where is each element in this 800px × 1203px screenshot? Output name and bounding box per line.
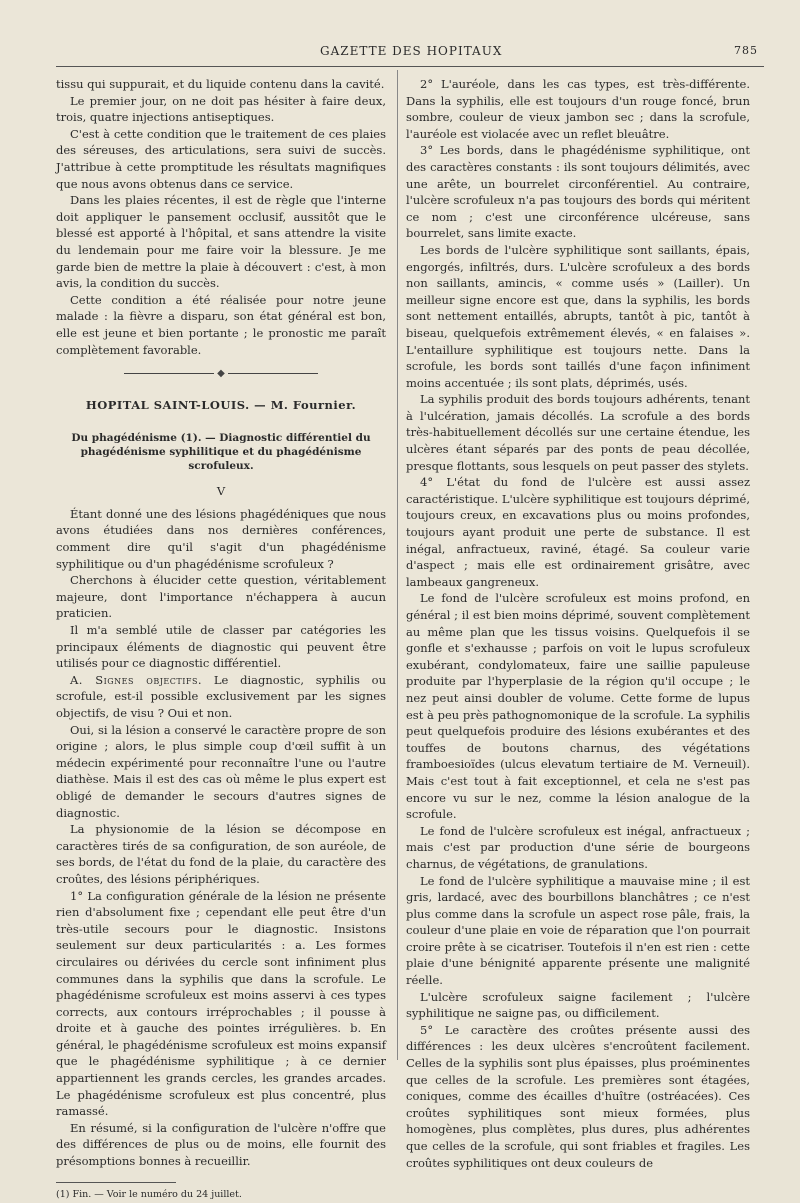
- paragraph: La syphilis produit des bords toujours adhérents, tenant à l'ulcération, jamais décollés. La scrofule a des bords très-habituellement décollés sur une certaine étendue, les ulcères étant séparés par des ponts de peau décollée, presque flottants, sous lesquels on peut passer des stylets.: [406, 392, 750, 473]
- page-number: 785: [734, 44, 758, 57]
- paragraph: L'ulcère scrofuleux saigne facilement ; l'ulcère syphilitique ne saigne pas, ou difficilement.: [406, 989, 750, 1021]
- paragraph-text: Le diagnostic, syphilis ou scrofule, est-il possible exclusivement par les signes objectifs, de visu ? Oui et non.: [56, 672, 386, 720]
- paragraph: La physionomie de la lésion se décompose en caractères tirés de sa configuration, de son auréole, de ses bords, de l'état du fond de la plaie, du caractère des croûtes, des lésions périphériques.: [56, 822, 386, 886]
- paragraph: tissu qui suppurait, et du liquide contenu dans la cavité.: [56, 77, 385, 91]
- column-divider: [397, 70, 398, 1060]
- footnote: (1) Fin. — Voir le numéro du 24 juillet.: [56, 1188, 242, 1200]
- paragraph: Le premier jour, on ne doit pas hésiter à faire deux, trois, quatre injections antiseptiques.: [56, 93, 386, 125]
- paragraph: 2° L'auréole, dans les cas types, est très-différente. Dans la syphilis, elle est toujours d'un rouge foncé, brun sombre, couleur de vieux jambon sec ; dans la scrofule, l'auréole est violacée avec un reflet bleuâtre.: [406, 77, 750, 141]
- paragraph: 3° Les bords, dans le phagédénisme syphilitique, ont des caractères constants : ils sont toujours délimités, avec une arête, un bourrelet circonférentiel. Au contraire, l'ulcère scrofuleux n'a pas toujours des bords qui méritent ce nom ; c'est une circonférence ulcéreuse, sans bourrelet, sans limite exacte.: [406, 143, 750, 241]
- paragraph: Le fond de l'ulcère scrofuleux est moins profond, en général ; il est bien moins déprimé, souvent complètement au même plan que les tissus voisins. Quelquefois il se gonfle et s'exhausse ; parfois on voit le lupus scrofuleux exubérant, condylomateux, faire une saillie papuleuse produite par l'hyperplasie de la région qu'il occupe ; le nez peut ainsi doubler de volume. Cette forme de lupus est à peu près pathognomonique de la scrofule. La syphilis peut quelquefois produire des lésions exubérantes et des touffes de boutons charnus, des végétations framboesioïdes (ulcus elevatum tertiaire de M. Verneuil). Mais c'est tout à fait exceptionnel, et cela ne s'est pas encore vu sur le nez, comme la lésion analogue de la scrofule.: [406, 591, 750, 822]
- paragraph: [56, 672, 386, 722]
- paragraph: Oui, si la lésion a conservé le caractère propre de son origine ; alors, le plus simple coup d'œil suffit à un médecin expérimenté pour reconnaître l'une ou l'autre diathèse. Mais il est des cas où même le plus expert est obligé de demander le secours d'autres signes de diagnostic.: [56, 722, 386, 820]
- paragraph: C'est à cette condition que le traitement de ces plaies des séreuses, des articulations, sera suivi de succès. J'attribue à cette promptitude les résultats magnifiques que nous avons obtenus dans ce service.: [56, 126, 386, 191]
- chapter-numeral: V: [216, 484, 226, 499]
- journal-title: GAZETTE DES HOPITAUX: [320, 44, 503, 58]
- paragraph: Dans les plaies récentes, il est de règle que l'interne doit appliquer le pansement occlusif, aussitôt que le blessé est apporté à l'hôpital, et sans attendre la visite du lendemain pour me faire voir la blessure. Je me garde bien de mettre la plaie à découvert : c'est, à mon avis, la condition du succès.: [56, 193, 386, 291]
- article-title: Du phagédénisme (1). — Diagnostic différentiel du phagédénisme syphilitique et du phagédénisme scrofuleux.: [71, 432, 371, 473]
- paragraph: Il m'a semblé utile de classer par catégories les principaux éléments de diagnostic qui peuvent être utilisés pour ce diagnostic différentiel.: [56, 623, 386, 671]
- footnote-rule: [56, 1182, 176, 1183]
- paragraph: Le fond de l'ulcère scrofuleux est inégal, anfractueux ; mais c'est par production d'une série de bourgeons charnus, de végétations, de granulations.: [406, 823, 750, 871]
- paragraph: Cette condition a été réalisée pour notre jeune malade : la fièvre a disparu, son état général est bon, elle est jeune et bien portante ; le pronostic me paraît complètement favorable.: [56, 292, 386, 357]
- section-heading: HOPITAL SAINT-LOUIS. — M. Fournier.: [85, 397, 357, 412]
- header-rule: [56, 66, 764, 67]
- paragraph: 4° L'état du fond de l'ulcère est aussi assez caractéristique. L'ulcère syphilitique est toujours déprimé, toujours creux, en excavations plus ou moins profondes, toujours ayant produit une perte de substance. Il est inégal, anfractueux, raviné, étagé. Sa couleur varie d'aspect ; mais elle est ordinairement grisâtre, avec lambeaux gangreneux.: [406, 475, 750, 589]
- paragraph: En résumé, si la configuration de l'ulcère n'offre que des différences de plus ou de moins, elle fournit des présomptions bonnes à recueillir.: [56, 1120, 386, 1169]
- right-column: [406, 76, 750, 1171]
- left-column: [56, 76, 386, 1203]
- subsection-label: A. Signes objectifs.: [70, 672, 203, 687]
- paragraph: 1° La configuration générale de la lésion ne présente rien d'absolument fixe ; cependant elle peut être d'un très-utile secours pour le diagnostic. Insistons seulement sur deux particularités : a. Les formes circulaires ou dérivées du cercle sont infiniment plus communes dans la syphilis que dans la scrofule. Le phagédénisme scrofuleux est moins asservi à ces types corrects, aux contours irréprochables ; il pousse à droite et à gauche des pointes irrégulières. b. En général, le phagédénisme scrofuleux est moins expansif que le phagédénisme syphilitique ; à ce dernier appartiennent les grands cercles, les grandes arcades. Le phagédénisme scrofuleux est plus concentré, plus ramassé.: [56, 888, 386, 1119]
- paragraph: Le fond de l'ulcère syphilitique a mauvaise mine ; il est gris, lardacé, avec des bourbillons blanchâtres ; ce n'est plus comme dans la scrofule un aspect rose pâle, frais, la couleur d'une plaie en voie de réparation que l'on pourrait croire prête à se cicatriser. Toutefois il n'en est rien : cette plaie d'une bénignité apparente présente une malignité réelle.: [406, 873, 750, 988]
- paragraph: Les bords de l'ulcère syphilitique sont saillants, épais, engorgés, infiltrés, durs. L'ulcère scrofuleux a des bords non saillants, amincis, « comme usés » (Lailler). Un meilleur signe encore est que, dans la syphilis, les bords sont nettement entaillés, abrupts, tantôt à pic, tantôt à biseau, quelquefois extrêmement élevés, « en falaises ». L'entaillure syphilitique est toujours nette. Dans la scrofule, les bords sont taillés d'une façon infiniment moins accentuée ; ils sont plats, déprimés, usés.: [406, 242, 750, 390]
- paragraph: 5° Le caractère des croûtes présente aussi des différences : les deux ulcères s'encroûtent facilement. Celles de la syphilis sont plus épaisses, plus proéminentes que celles de la scrofule. Les premières sont étagées, coniques, comme des écailles d'huître (ostréacées). Ces croûtes syphilitiques sont mieux formées, plus homogènes, plus complètes, plus dures, plus adhérentes que celles de la scrofule, qui sont friables et fragiles. Les croûtes syphilitiques ont deux couleurs de: [406, 1022, 750, 1170]
- page-header: [0, 44, 800, 64]
- section-ornament: ◆: [56, 366, 386, 383]
- paragraph: Cherchons à élucider cette question, véritablement majeure, dont l'importance n'échappera à aucun praticien.: [56, 573, 386, 621]
- paragraph: Étant donné une des lésions phagédéniques que nous avons étudiées dans nos dernières conférences, comment dire qu'il s'agit d'un phagédénisme syphilitique ou d'un phagédénisme scrofuleux ?: [56, 506, 386, 571]
